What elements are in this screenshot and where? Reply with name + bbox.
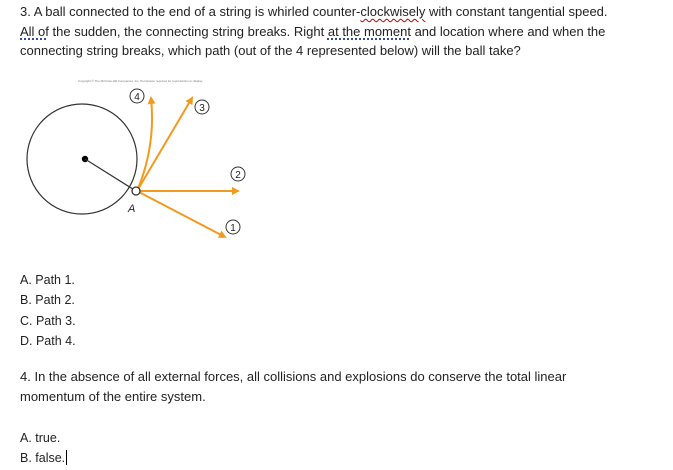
path-1-label bbox=[226, 220, 240, 234]
q3-line2-end: and location where and when the bbox=[410, 23, 606, 39]
q3-line3: connecting string breaks, which path (out of the 4 represented below) will the ball take? bbox=[20, 43, 521, 58]
option-b-false[interactable] bbox=[20, 450, 67, 466]
path-3-number: 3 bbox=[199, 103, 205, 114]
path-2-label bbox=[231, 167, 245, 181]
q3-line2-mid: the sudden, the connecting string breaks. Right bbox=[48, 23, 328, 39]
ball bbox=[132, 187, 140, 195]
q4-line2: momentum of the entire system. bbox=[20, 388, 206, 404]
option-a-path-1[interactable]: A. Path 1. bbox=[20, 273, 75, 287]
option-c-path-3[interactable]: C. Path 3. bbox=[20, 314, 76, 328]
circular-motion-figure bbox=[18, 74, 278, 250]
path-2-number: 2 bbox=[235, 170, 241, 181]
path-4-label bbox=[130, 89, 144, 103]
option-b-false-label: B. false. bbox=[20, 451, 66, 465]
q4-line1: 4. In the absence of all external forces, all collisions and explosions do conserve the total linear bbox=[20, 369, 567, 384]
path-3-label bbox=[195, 100, 209, 114]
question-4-text bbox=[20, 367, 660, 406]
path-1-arrow bbox=[137, 191, 225, 237]
option-a-true[interactable]: A. true. bbox=[20, 431, 61, 445]
question-3-text bbox=[20, 2, 660, 61]
text-cursor bbox=[66, 450, 67, 465]
path-3-arrow bbox=[137, 98, 192, 191]
grammar-mark-all-of: All of bbox=[20, 23, 49, 39]
point-a-label: A bbox=[128, 203, 136, 215]
copyright-notice: Copyright © The McGraw-Hill Companies, Inc. Permission required for reproduction or display. bbox=[78, 79, 204, 83]
grammar-mark-at-the-moment: at the moment bbox=[327, 23, 411, 39]
path-1-number: 1 bbox=[230, 223, 236, 234]
q3-prefix: 3. A ball connected to the end of a string is whirled counter- bbox=[20, 4, 361, 19]
path-4-number: 4 bbox=[134, 92, 140, 103]
string bbox=[85, 159, 136, 191]
option-b-path-2[interactable]: B. Path 2. bbox=[20, 293, 75, 307]
option-d-path-4[interactable]: D. Path 4. bbox=[20, 334, 76, 348]
spellcheck-word: clockwisely bbox=[360, 4, 426, 19]
q3-after: with constant tangential speed. bbox=[425, 4, 608, 19]
